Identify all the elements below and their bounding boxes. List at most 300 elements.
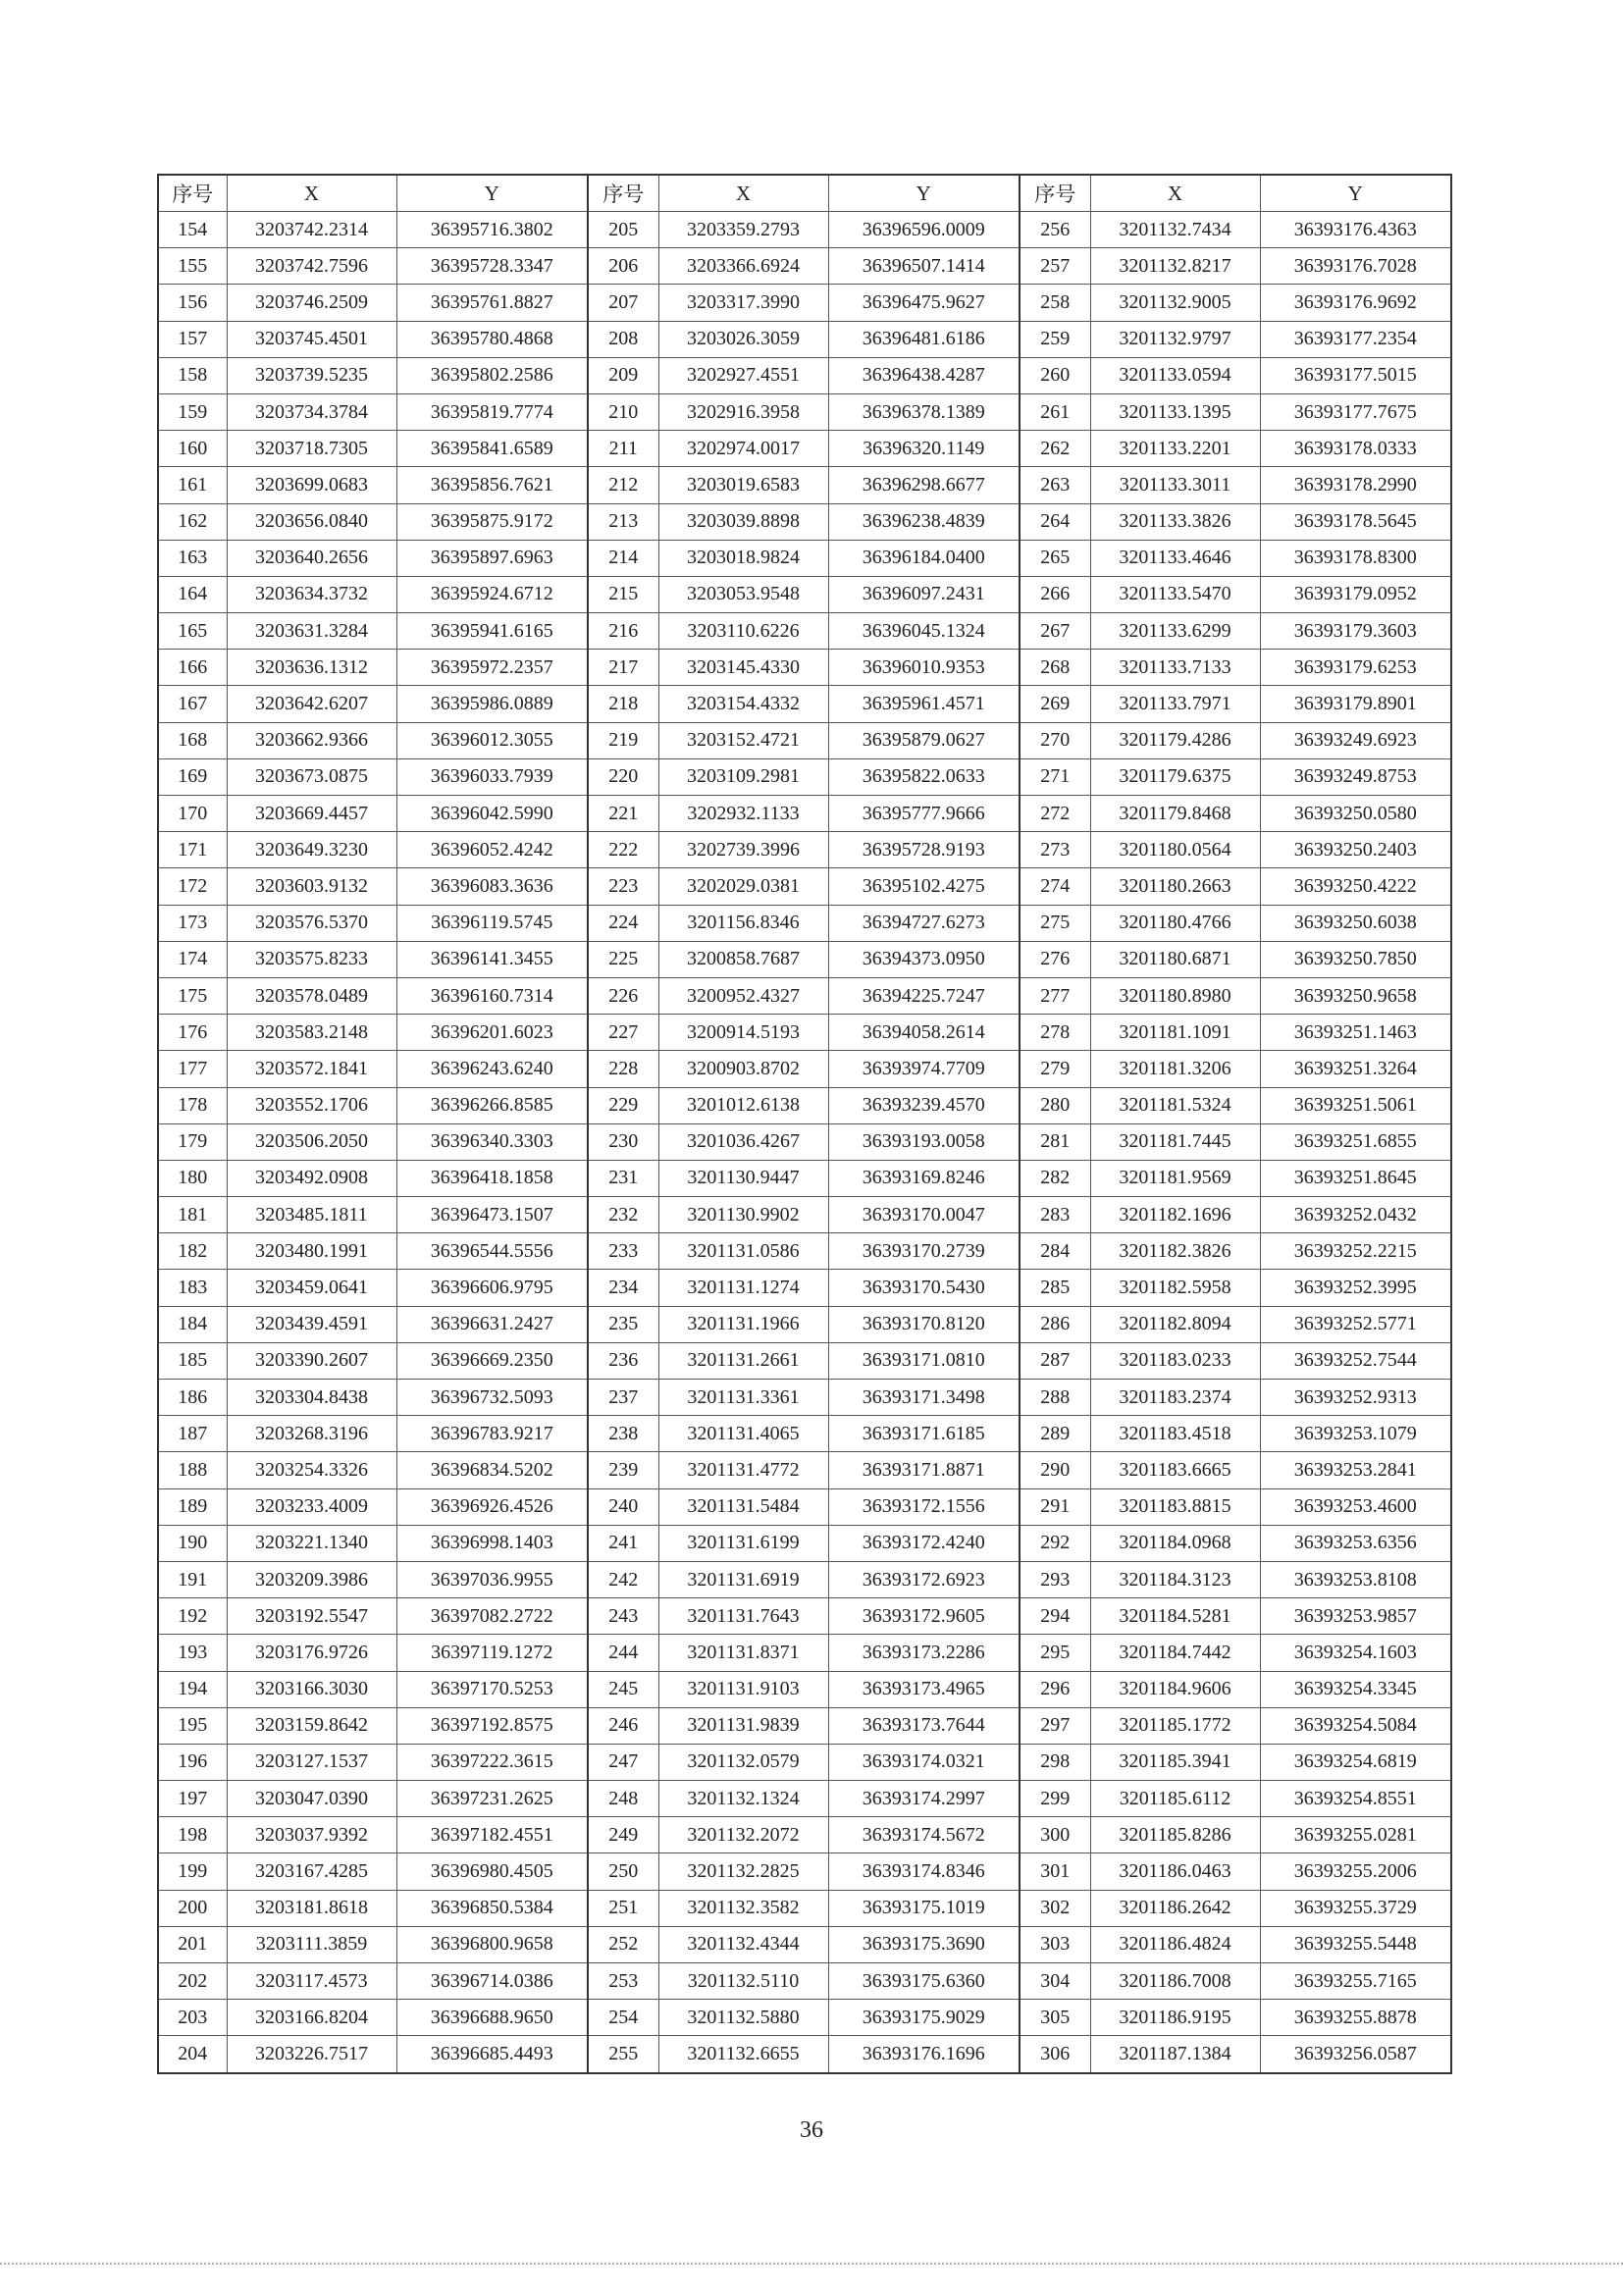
- cell-y: 36393179.0952: [1260, 576, 1451, 612]
- cell-x: 3203018.9824: [658, 540, 828, 576]
- cell-seq: 206: [588, 248, 658, 285]
- cell-seq: 173: [158, 905, 227, 941]
- cell-y: 36397231.2625: [396, 1781, 588, 1817]
- cell-x: 3201182.1696: [1090, 1197, 1260, 1233]
- cell-seq: 227: [588, 1015, 658, 1051]
- cell-y: 36395986.0889: [396, 686, 588, 722]
- cell-seq: 187: [158, 1416, 227, 1452]
- cell-y: 36393255.8878: [1260, 2000, 1451, 2036]
- cell-y: 36394727.6273: [828, 905, 1020, 941]
- cell-x: 3203669.4457: [227, 796, 396, 832]
- cell-seq: 290: [1020, 1452, 1090, 1488]
- cell-seq: 296: [1020, 1671, 1090, 1707]
- cell-y: 36396850.5384: [396, 1890, 588, 1926]
- cell-seq: 216: [588, 613, 658, 650]
- table-row: [158, 1380, 1451, 1416]
- cell-y: 36396438.4287: [828, 357, 1020, 393]
- cell-x: 3200903.8702: [658, 1051, 828, 1087]
- cell-x: 3201132.0579: [658, 1744, 828, 1780]
- column-header-seq: 序号: [588, 175, 658, 212]
- cell-seq: 215: [588, 576, 658, 612]
- cell-x: 3202916.3958: [658, 393, 828, 430]
- cell-x: 3203649.3230: [227, 832, 396, 868]
- cell-x: 3201180.6871: [1090, 941, 1260, 977]
- cell-seq: 158: [158, 357, 227, 393]
- table-row: [158, 1963, 1451, 2000]
- cell-seq: 269: [1020, 686, 1090, 722]
- table-row: [158, 2000, 1451, 2036]
- column-header-seq: 序号: [1020, 175, 1090, 212]
- cell-x: 3201131.2661: [658, 1342, 828, 1379]
- cell-x: 3201183.2374: [1090, 1380, 1260, 1416]
- cell-x: 3201132.3582: [658, 1890, 828, 1926]
- cell-y: 36393171.6185: [828, 1416, 1020, 1452]
- cell-y: 36395728.3347: [396, 248, 588, 285]
- cell-x: 3201182.5958: [1090, 1270, 1260, 1306]
- cell-x: 3201131.1966: [658, 1306, 828, 1342]
- table-row: [158, 1744, 1451, 1780]
- cell-y: 36396045.1324: [828, 613, 1020, 650]
- column-header-y: Y: [828, 175, 1020, 212]
- cell-x: 3201185.1772: [1090, 1707, 1260, 1744]
- cell-x: 3203359.2793: [658, 212, 828, 248]
- cell-x: 3201133.0594: [1090, 357, 1260, 393]
- cell-y: 36393251.8645: [1260, 1160, 1451, 1196]
- cell-x: 3201133.7133: [1090, 650, 1260, 686]
- cell-y: 36393254.3345: [1260, 1671, 1451, 1707]
- cell-y: 36393249.8753: [1260, 758, 1451, 795]
- cell-seq: 169: [158, 758, 227, 795]
- cell-x: 3201133.6299: [1090, 613, 1260, 650]
- cell-y: 36396097.2431: [828, 576, 1020, 612]
- cell-y: 36393171.8871: [828, 1452, 1020, 1488]
- cell-x: 3201132.2072: [658, 1817, 828, 1853]
- cell-seq: 263: [1020, 467, 1090, 503]
- cell-y: 36396243.6240: [396, 1051, 588, 1087]
- table-row: [158, 431, 1451, 467]
- table-row: [158, 722, 1451, 758]
- cell-x: 3203734.3784: [227, 393, 396, 430]
- cell-y: 36393169.8246: [828, 1160, 1020, 1196]
- cell-y: 36393251.6855: [1260, 1123, 1451, 1160]
- cell-y: 36395822.0633: [828, 758, 1020, 795]
- cell-x: 3201132.7434: [1090, 212, 1260, 248]
- cell-seq: 172: [158, 868, 227, 905]
- cell-y: 36396201.6023: [396, 1015, 588, 1051]
- cell-y: 36397082.2722: [396, 1598, 588, 1635]
- cell-seq: 283: [1020, 1197, 1090, 1233]
- cell-x: 3201133.2201: [1090, 431, 1260, 467]
- cell-seq: 277: [1020, 977, 1090, 1014]
- cell-seq: 245: [588, 1671, 658, 1707]
- cell-seq: 256: [1020, 212, 1090, 248]
- cell-y: 36393252.5771: [1260, 1306, 1451, 1342]
- cell-seq: 199: [158, 1853, 227, 1890]
- cell-y: 36393253.4600: [1260, 1488, 1451, 1525]
- cell-y: 36396052.4242: [396, 832, 588, 868]
- table-row: [158, 1488, 1451, 1525]
- cell-seq: 232: [588, 1197, 658, 1233]
- cell-seq: 231: [588, 1160, 658, 1196]
- cell-y: 36396685.4493: [396, 2036, 588, 2073]
- column-header-x: X: [227, 175, 396, 212]
- cell-x: 3203053.9548: [658, 576, 828, 612]
- cell-y: 36393176.4363: [1260, 212, 1451, 248]
- cell-y: 36393174.0321: [828, 1744, 1020, 1780]
- cell-x: 3201132.9005: [1090, 285, 1260, 321]
- table-row: [158, 650, 1451, 686]
- cell-y: 36393252.9313: [1260, 1380, 1451, 1416]
- cell-y: 36395780.4868: [396, 321, 588, 357]
- cell-x: 3201132.5110: [658, 1963, 828, 2000]
- cell-y: 36396998.1403: [396, 1525, 588, 1561]
- cell-seq: 258: [1020, 285, 1090, 321]
- cell-seq: 196: [158, 1744, 227, 1780]
- cell-seq: 261: [1020, 393, 1090, 430]
- cell-seq: 166: [158, 650, 227, 686]
- cell-x: 3201133.3011: [1090, 467, 1260, 503]
- cell-y: 36396340.3303: [396, 1123, 588, 1160]
- table-row: [158, 1890, 1451, 1926]
- cell-seq: 194: [158, 1671, 227, 1707]
- cell-seq: 161: [158, 467, 227, 503]
- cell-seq: 185: [158, 1342, 227, 1379]
- cell-seq: 159: [158, 393, 227, 430]
- cell-x: 3201132.8217: [1090, 248, 1260, 285]
- table-row: [158, 1416, 1451, 1452]
- cell-x: 3201131.6919: [658, 1561, 828, 1597]
- cell-y: 36395819.7774: [396, 393, 588, 430]
- cell-y: 36396141.3455: [396, 941, 588, 977]
- cell-seq: 255: [588, 2036, 658, 2073]
- cell-y: 36396119.5745: [396, 905, 588, 941]
- cell-seq: 246: [588, 1707, 658, 1744]
- cell-x: 3201179.6375: [1090, 758, 1260, 795]
- cell-seq: 198: [158, 1817, 227, 1853]
- cell-seq: 238: [588, 1416, 658, 1452]
- cell-seq: 240: [588, 1488, 658, 1525]
- cell-seq: 272: [1020, 796, 1090, 832]
- cell-y: 36396596.0009: [828, 212, 1020, 248]
- cell-x: 3201180.4766: [1090, 905, 1260, 941]
- cell-seq: 205: [588, 212, 658, 248]
- cell-seq: 165: [158, 613, 227, 650]
- cell-x: 3203739.5235: [227, 357, 396, 393]
- cell-x: 3201183.8815: [1090, 1488, 1260, 1525]
- cell-seq: 162: [158, 503, 227, 540]
- cell-x: 3203209.3986: [227, 1561, 396, 1597]
- cell-y: 36393171.0810: [828, 1342, 1020, 1379]
- table-row: [158, 393, 1451, 430]
- cell-seq: 279: [1020, 1051, 1090, 1087]
- cell-x: 3203039.8898: [658, 503, 828, 540]
- cell-y: 36397170.5253: [396, 1671, 588, 1707]
- cell-x: 3201182.3826: [1090, 1233, 1260, 1270]
- cell-x: 3201186.7008: [1090, 1963, 1260, 2000]
- table-row: [158, 212, 1451, 248]
- cell-x: 3201133.3826: [1090, 503, 1260, 540]
- cell-x: 3201186.0463: [1090, 1853, 1260, 1890]
- cell-x: 3200858.7687: [658, 941, 828, 977]
- table-row: [158, 832, 1451, 868]
- table-row: [158, 941, 1451, 977]
- cell-seq: 275: [1020, 905, 1090, 941]
- cell-seq: 220: [588, 758, 658, 795]
- table-row: [158, 1015, 1451, 1051]
- table-row: [158, 1817, 1451, 1853]
- cell-seq: 170: [158, 796, 227, 832]
- cell-seq: 298: [1020, 1744, 1090, 1780]
- cell-x: 3203492.0908: [227, 1160, 396, 1196]
- cell-seq: 189: [158, 1488, 227, 1525]
- cell-y: 36393177.5015: [1260, 357, 1451, 393]
- cell-y: 36393172.6923: [828, 1561, 1020, 1597]
- cell-seq: 294: [1020, 1598, 1090, 1635]
- cell-seq: 235: [588, 1306, 658, 1342]
- cell-seq: 155: [158, 248, 227, 285]
- cell-x: 3200952.4327: [658, 977, 828, 1014]
- cell-y: 36393175.6360: [828, 1963, 1020, 2000]
- cell-seq: 195: [158, 1707, 227, 1744]
- cell-y: 36393251.5061: [1260, 1087, 1451, 1123]
- table-row: [158, 613, 1451, 650]
- cell-y: 36393255.5448: [1260, 1926, 1451, 1962]
- table-row: [158, 1926, 1451, 1962]
- cell-x: 3203576.5370: [227, 905, 396, 941]
- cell-y: 36393170.0047: [828, 1197, 1020, 1233]
- cell-x: 3201185.6112: [1090, 1781, 1260, 1817]
- column-header-seq: 序号: [158, 175, 227, 212]
- cell-seq: 292: [1020, 1525, 1090, 1561]
- cell-y: 36397192.8575: [396, 1707, 588, 1744]
- cell-y: 36396042.5990: [396, 796, 588, 832]
- cell-seq: 176: [158, 1015, 227, 1051]
- cell-x: 3201133.7971: [1090, 686, 1260, 722]
- cell-seq: 278: [1020, 1015, 1090, 1051]
- cell-seq: 230: [588, 1123, 658, 1160]
- cell-y: 36395924.6712: [396, 576, 588, 612]
- table-row: [158, 1671, 1451, 1707]
- cell-x: 3203254.3326: [227, 1452, 396, 1488]
- cell-y: 36393173.4965: [828, 1671, 1020, 1707]
- cell-y: 36394373.0950: [828, 941, 1020, 977]
- cell-y: 36395102.4275: [828, 868, 1020, 905]
- cell-seq: 217: [588, 650, 658, 686]
- table-row: [158, 1342, 1451, 1379]
- cell-x: 3201133.5470: [1090, 576, 1260, 612]
- cell-seq: 180: [158, 1160, 227, 1196]
- page-number: 36: [800, 2117, 823, 2143]
- cell-seq: 300: [1020, 1817, 1090, 1853]
- cell-x: 3201132.9797: [1090, 321, 1260, 357]
- cell-seq: 222: [588, 832, 658, 868]
- cell-seq: 203: [158, 2000, 227, 2036]
- cell-seq: 247: [588, 1744, 658, 1780]
- cell-y: 36395802.2586: [396, 357, 588, 393]
- cell-x: 3201131.4772: [658, 1452, 828, 1488]
- cell-seq: 228: [588, 1051, 658, 1087]
- cell-y: 36396320.1149: [828, 431, 1020, 467]
- cell-x: 3203575.8233: [227, 941, 396, 977]
- cell-y: 36393253.2841: [1260, 1452, 1451, 1488]
- cell-x: 3201131.0586: [658, 1233, 828, 1270]
- table-row: [158, 1525, 1451, 1561]
- cell-seq: 192: [158, 1598, 227, 1635]
- cell-seq: 226: [588, 977, 658, 1014]
- cell-y: 36395879.0627: [828, 722, 1020, 758]
- cell-seq: 266: [1020, 576, 1090, 612]
- cell-x: 3202739.3996: [658, 832, 828, 868]
- cell-seq: 248: [588, 1781, 658, 1817]
- cell-x: 3203662.9366: [227, 722, 396, 758]
- cell-x: 3201181.7445: [1090, 1123, 1260, 1160]
- table-row: [158, 1635, 1451, 1671]
- cell-seq: 160: [158, 431, 227, 467]
- cell-seq: 236: [588, 1342, 658, 1379]
- table-row: [158, 285, 1451, 321]
- cell-x: 3203742.7596: [227, 248, 396, 285]
- cell-x: 3201184.3123: [1090, 1561, 1260, 1597]
- cell-seq: 154: [158, 212, 227, 248]
- cell-y: 36393253.1079: [1260, 1416, 1451, 1452]
- cell-y: 36396926.4526: [396, 1488, 588, 1525]
- cell-x: 3203578.0489: [227, 977, 396, 1014]
- cell-x: 3203745.4501: [227, 321, 396, 357]
- cell-y: 36396033.7939: [396, 758, 588, 795]
- cell-x: 3203166.8204: [227, 2000, 396, 2036]
- cell-x: 3201186.9195: [1090, 2000, 1260, 2036]
- cell-seq: 249: [588, 1817, 658, 1853]
- column-header-x: X: [1090, 175, 1260, 212]
- cell-y: 36393254.1603: [1260, 1635, 1451, 1671]
- table-row: [158, 1561, 1451, 1597]
- cell-y: 36393177.7675: [1260, 393, 1451, 430]
- cell-y: 36396507.1414: [828, 248, 1020, 285]
- cell-y: 36393174.8346: [828, 1853, 1020, 1890]
- cell-y: 36395972.2357: [396, 650, 588, 686]
- cell-x: 3203636.1312: [227, 650, 396, 686]
- cell-y: 36396083.3636: [396, 868, 588, 905]
- cell-y: 36393250.4222: [1260, 868, 1451, 905]
- cell-seq: 295: [1020, 1635, 1090, 1671]
- cell-x: 3203159.8642: [227, 1707, 396, 1744]
- cell-seq: 270: [1020, 722, 1090, 758]
- cell-y: 36397036.9955: [396, 1561, 588, 1597]
- cell-seq: 243: [588, 1598, 658, 1635]
- cell-seq: 167: [158, 686, 227, 722]
- cell-y: 36393172.9605: [828, 1598, 1020, 1635]
- cell-y: 36395856.7621: [396, 467, 588, 503]
- cell-x: 3201132.2825: [658, 1853, 828, 1890]
- cell-y: 36395761.8827: [396, 285, 588, 321]
- table-row: [158, 1452, 1451, 1488]
- cell-x: 3201130.9447: [658, 1160, 828, 1196]
- cell-y: 36393252.0432: [1260, 1197, 1451, 1233]
- cell-x: 3201180.2663: [1090, 868, 1260, 905]
- cell-x: 3201133.1395: [1090, 393, 1260, 430]
- table-row: [158, 248, 1451, 285]
- cell-y: 36393171.3498: [828, 1380, 1020, 1416]
- cell-y: 36393255.3729: [1260, 1890, 1451, 1926]
- cell-seq: 184: [158, 1306, 227, 1342]
- cell-seq: 233: [588, 1233, 658, 1270]
- cell-y: 36393255.0281: [1260, 1817, 1451, 1853]
- coordinate-table: [157, 174, 1452, 2074]
- cell-x: 3203634.3732: [227, 576, 396, 612]
- cell-seq: 175: [158, 977, 227, 1014]
- cell-seq: 214: [588, 540, 658, 576]
- cell-x: 3201184.5281: [1090, 1598, 1260, 1635]
- cell-x: 3200914.5193: [658, 1015, 828, 1051]
- cell-seq: 229: [588, 1087, 658, 1123]
- cell-seq: 211: [588, 431, 658, 467]
- cell-x: 3201131.3361: [658, 1380, 828, 1416]
- cell-x: 3203167.4285: [227, 1853, 396, 1890]
- cell-y: 36396473.1507: [396, 1197, 588, 1233]
- cell-x: 3203127.1537: [227, 1744, 396, 1780]
- cell-seq: 282: [1020, 1160, 1090, 1196]
- cell-y: 36393974.7709: [828, 1051, 1020, 1087]
- cell-seq: 288: [1020, 1380, 1090, 1416]
- cell-seq: 297: [1020, 1707, 1090, 1744]
- cell-x: 3202029.0381: [658, 868, 828, 905]
- cell-seq: 241: [588, 1525, 658, 1561]
- cell-y: 36393178.0333: [1260, 431, 1451, 467]
- cell-x: 3201184.0968: [1090, 1525, 1260, 1561]
- cell-y: 36393252.3995: [1260, 1270, 1451, 1306]
- cell-seq: 257: [1020, 248, 1090, 285]
- cell-x: 3203221.1340: [227, 1525, 396, 1561]
- cell-y: 36393253.9857: [1260, 1598, 1451, 1635]
- table-row: [158, 1051, 1451, 1087]
- cell-y: 36393179.6253: [1260, 650, 1451, 686]
- cell-y: 36393250.7850: [1260, 941, 1451, 977]
- cell-seq: 208: [588, 321, 658, 357]
- cell-x: 3201012.6138: [658, 1087, 828, 1123]
- cell-y: 36393178.2990: [1260, 467, 1451, 503]
- cell-y: 36393174.5672: [828, 1817, 1020, 1853]
- table-row: [158, 467, 1451, 503]
- cell-seq: 207: [588, 285, 658, 321]
- table-header-row: [158, 175, 1451, 212]
- cell-y: 36393170.5430: [828, 1270, 1020, 1306]
- cell-y: 36393175.9029: [828, 2000, 1020, 2036]
- cell-seq: 201: [158, 1926, 227, 1962]
- cell-y: 36395961.4571: [828, 686, 1020, 722]
- cell-y: 36395875.9172: [396, 503, 588, 540]
- cell-x: 3203485.1811: [227, 1197, 396, 1233]
- cell-seq: 212: [588, 467, 658, 503]
- cell-y: 36395777.9666: [828, 796, 1020, 832]
- cell-y: 36393178.5645: [1260, 503, 1451, 540]
- cell-y: 36393179.3603: [1260, 613, 1451, 650]
- column-header-y: Y: [1260, 175, 1451, 212]
- table-row: [158, 1160, 1451, 1196]
- table-row: [158, 977, 1451, 1014]
- cell-seq: 305: [1020, 2000, 1090, 2036]
- cell-y: 36396688.9650: [396, 2000, 588, 2036]
- cell-x: 3201131.6199: [658, 1525, 828, 1561]
- cell-y: 36393173.2286: [828, 1635, 1020, 1671]
- cell-x: 3203390.2607: [227, 1342, 396, 1379]
- cell-x: 3201132.5880: [658, 2000, 828, 2036]
- cell-y: 36396834.5202: [396, 1452, 588, 1488]
- cell-x: 3203176.9726: [227, 1635, 396, 1671]
- cell-seq: 204: [158, 2036, 227, 2073]
- table-row: [158, 321, 1451, 357]
- cell-seq: 281: [1020, 1123, 1090, 1160]
- cell-y: 36393250.9658: [1260, 977, 1451, 1014]
